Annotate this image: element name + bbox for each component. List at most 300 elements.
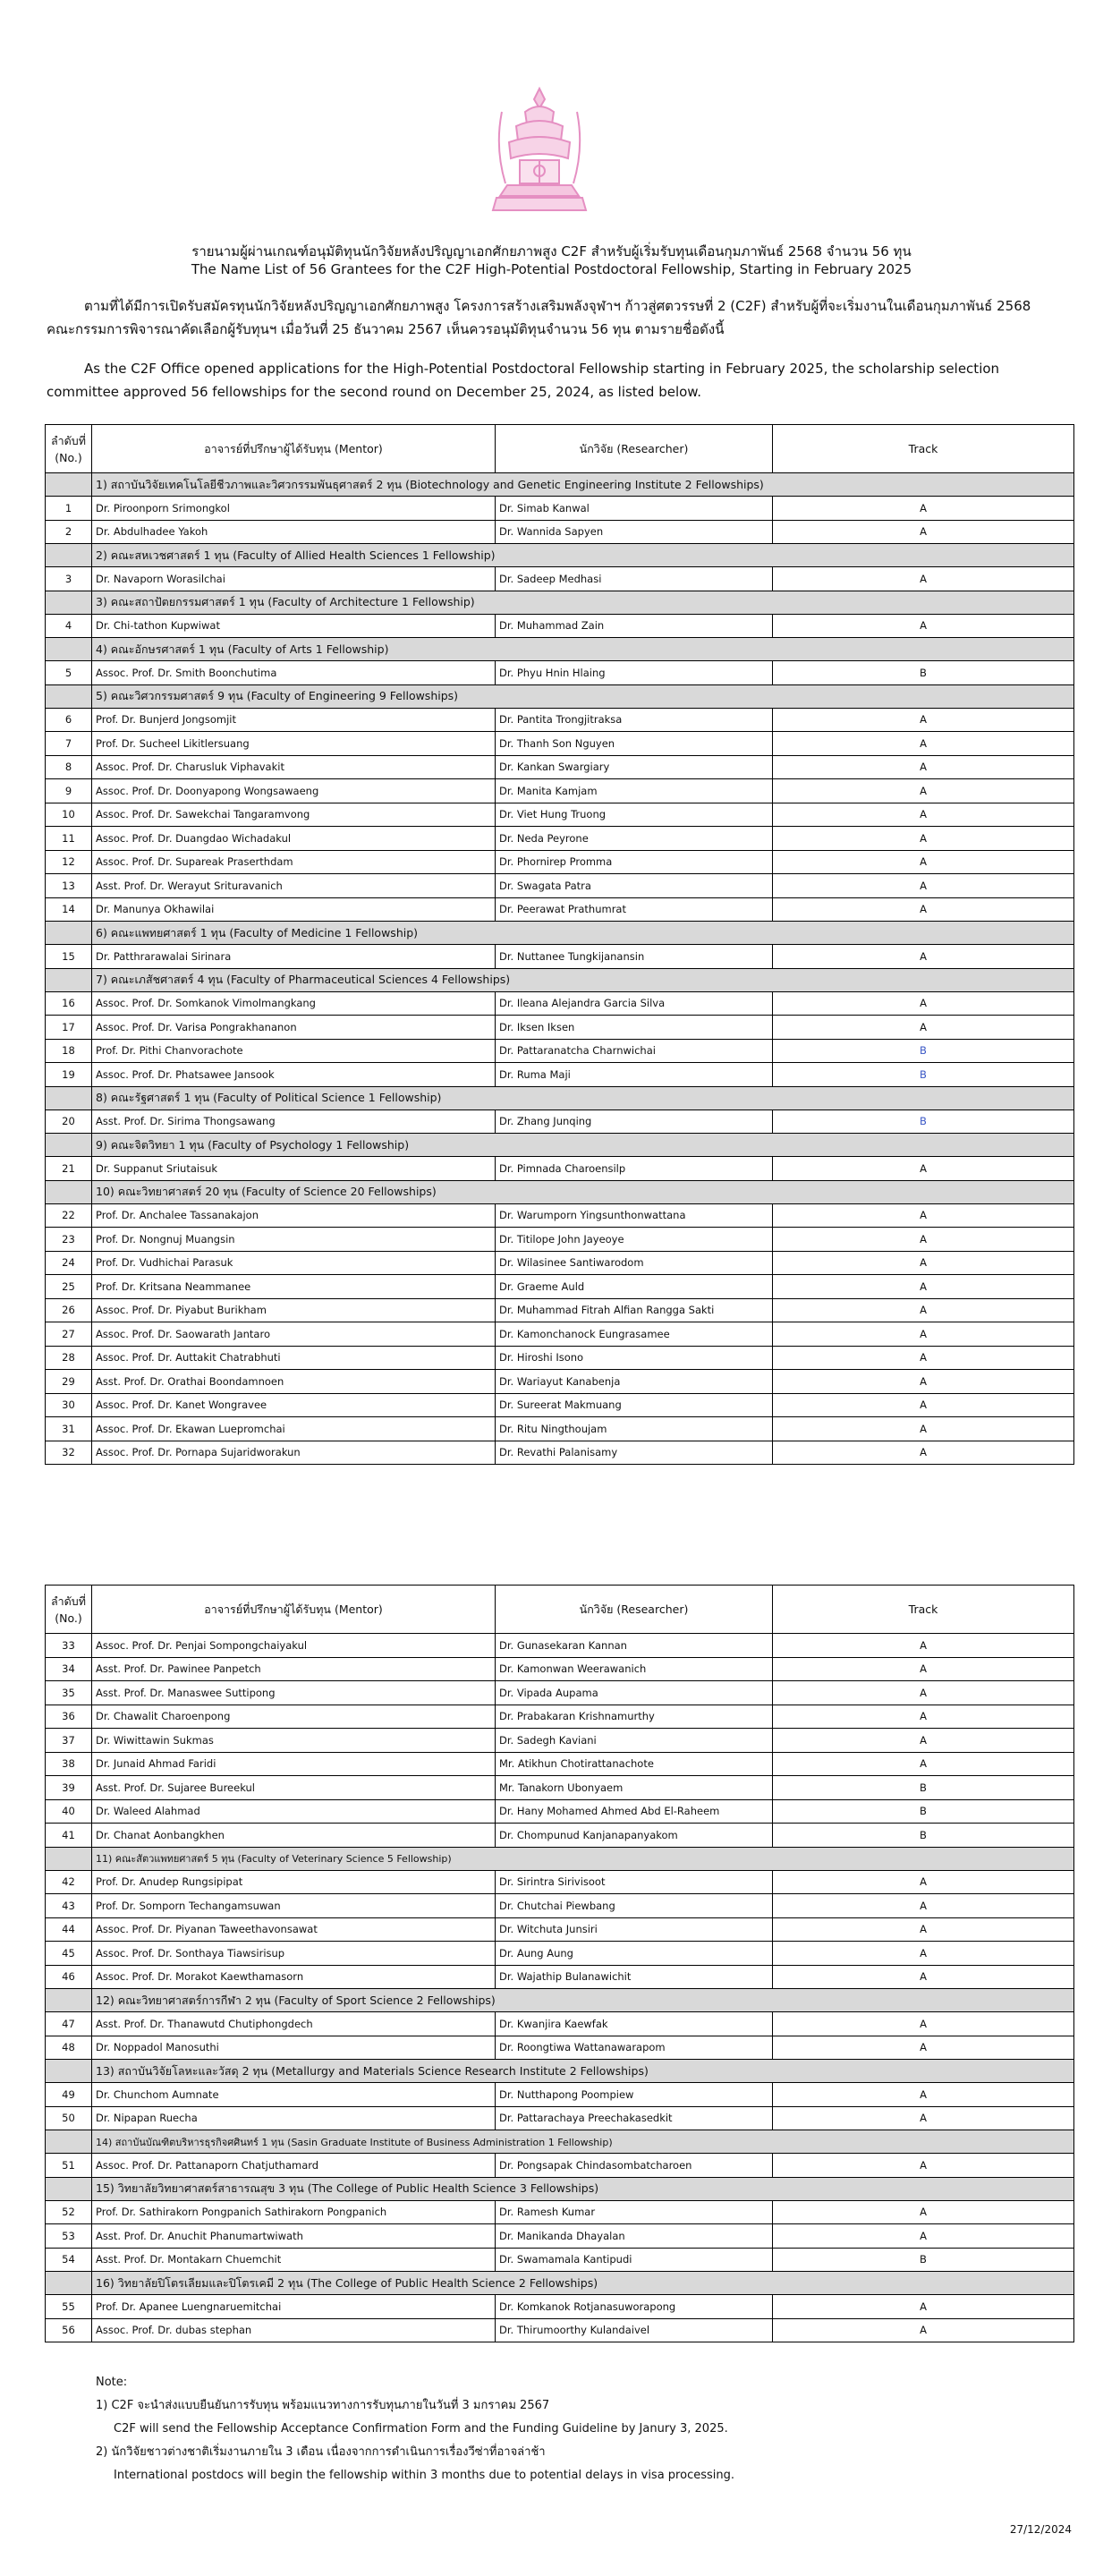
row-number: 25 [46, 1275, 92, 1299]
intro-english-line2: committee approved 56 fellowships for the second round on December 25, 2024, as listed below. [47, 384, 701, 400]
row-number: 44 [46, 1917, 92, 1942]
researcher-name: Dr. Neda Peyrone [496, 827, 773, 851]
row-number: 14 [46, 897, 92, 922]
mentor-name: Dr. Patthrarawalai Sirinara [92, 945, 496, 969]
grantee-table-1 [45, 424, 1074, 1465]
section-heading: 1) สถาบันวิจัยเทคโนโลยีชีวภาพและวิศวกรรมพันธุศาสตร์ 2 ทุน (Biotechnology and Genetic Engineering Institute 2 Fellowships) [92, 473, 1074, 497]
section-no-cell [46, 922, 92, 945]
track-value: A [773, 755, 1074, 779]
row-number: 3 [46, 567, 92, 591]
researcher-name: Dr. Kamonchanock Eungrasamee [496, 1322, 773, 1347]
mentor-name: Asst. Prof. Dr. Montakarn Chuemchit [92, 2248, 496, 2272]
section-no-cell [46, 1180, 92, 1203]
table-row [46, 1370, 1074, 1394]
row-number: 6 [46, 708, 92, 732]
intro-thai [47, 294, 1057, 341]
table-row [46, 732, 1074, 756]
table-row [46, 1157, 1074, 1181]
track-value: A [773, 945, 1074, 969]
mentor-name: Assoc. Prof. Dr. Penjai Sompongchaiyakul [92, 1634, 496, 1658]
header-no [46, 1586, 92, 1634]
researcher-name: Dr. Sadegh Kaviani [496, 1729, 773, 1753]
mentor-name: Dr. Piroonporn Srimongkol [92, 497, 496, 521]
section-heading: 5) คณะวิศวกรรมศาสตร์ 9 ทุน (Faculty of Engineering 9 Fellowships) [92, 684, 1074, 708]
mentor-name: Assoc. Prof. Dr. Sawekchai Tangaramvong [92, 803, 496, 827]
mentor-name: Asst. Prof. Dr. Werayut Srituravanich [92, 874, 496, 898]
track-value: A [773, 1917, 1074, 1942]
mentor-name: Assoc. Prof. Dr. Piyabut Burikham [92, 1298, 496, 1322]
section-heading: 8) คณะรัฐศาสตร์ 1 ทุน (Faculty of Political Science 1 Fellowship) [92, 1086, 1074, 1109]
row-number: 50 [46, 2106, 92, 2130]
table-row [46, 1322, 1074, 1347]
mentor-name: Dr. Manunya Okhawilai [92, 897, 496, 922]
section-row [46, 2177, 1074, 2200]
table-row [46, 708, 1074, 732]
row-number: 35 [46, 1681, 92, 1705]
mentor-name: Prof. Dr. Bunjerd Jongsomjit [92, 708, 496, 732]
mentor-name: Assoc. Prof. Dr. Pornapa Sujaridworakun [92, 1441, 496, 1465]
researcher-name: Dr. Manikanda Dhayalan [496, 2224, 773, 2249]
researcher-name: Dr. Swagata Patra [496, 874, 773, 898]
table-row [46, 1705, 1074, 1729]
track-value: A [773, 2295, 1074, 2319]
row-number: 15 [46, 945, 92, 969]
track-value: A [773, 2083, 1074, 2107]
mentor-name: Prof. Dr. Anchalee Tassanakajon [92, 1203, 496, 1228]
researcher-name: Dr. Muhammad Zain [496, 614, 773, 638]
mentor-name: Asst. Prof. Dr. Manaswee Suttipong [92, 1681, 496, 1705]
researcher-name: Dr. Manita Kamjam [496, 779, 773, 803]
section-no-cell [46, 968, 92, 991]
row-number: 32 [46, 1441, 92, 1465]
section-no-cell [46, 2272, 92, 2295]
row-number: 5 [46, 661, 92, 685]
mentor-name: Dr. Noppadol Manosuthi [92, 2036, 496, 2060]
section-row [46, 922, 1074, 945]
row-number: 51 [46, 2154, 92, 2178]
track-value: A [773, 2224, 1074, 2249]
mentor-name: Prof. Dr. Sucheel Likitlersuang [92, 732, 496, 756]
row-number: 42 [46, 1870, 92, 1894]
table-row [46, 1275, 1074, 1299]
table-row [46, 1251, 1074, 1275]
section-row [46, 968, 1074, 991]
row-number: 29 [46, 1370, 92, 1394]
mentor-name: Asst. Prof. Dr. Sirima Thongsawang [92, 1109, 496, 1134]
grantee-table-2 [45, 1585, 1074, 2342]
row-number: 9 [46, 779, 92, 803]
mentor-name: Dr. Suppanut Sriutaisuk [92, 1157, 496, 1181]
mentor-name: Asst. Prof. Dr. Anuchit Phanumartwiwath [92, 2224, 496, 2249]
researcher-name: Dr. Prabakaran Krishnamurthy [496, 1705, 773, 1729]
row-number: 24 [46, 1251, 92, 1275]
row-number: 45 [46, 1942, 92, 1966]
table-row [46, 827, 1074, 851]
intro-english [47, 357, 1057, 404]
header-no-th: ลำดับที่ [51, 1594, 86, 1608]
row-number: 4 [46, 614, 92, 638]
mentor-name: Asst. Prof. Dr. Pawinee Panpetch [92, 1657, 496, 1681]
researcher-name: Dr. Thirumoorthy Kulandaivel [496, 2318, 773, 2342]
mentor-name: Prof. Dr. Pithi Chanvorachote [92, 1039, 496, 1063]
mentor-name: Assoc. Prof. Dr. Auttakit Chatrabhuti [92, 1346, 496, 1370]
track-value: B [773, 661, 1074, 685]
row-number: 8 [46, 755, 92, 779]
mentor-name: Asst. Prof. Dr. Thanawutd Chutiphongdech [92, 2012, 496, 2036]
mentor-name: Asst. Prof. Dr. Sujaree Bureekul [92, 1776, 496, 1800]
row-number: 43 [46, 1894, 92, 1918]
researcher-name: Dr. Pattaranatcha Charnwichai [496, 1039, 773, 1063]
section-no-cell [46, 1086, 92, 1109]
researcher-name: Dr. Pimnada Charoensilp [496, 1157, 773, 1181]
track-value: A [773, 2036, 1074, 2060]
row-number: 11 [46, 827, 92, 851]
mentor-name: Assoc. Prof. Dr. Duangdao Wichadakul [92, 827, 496, 851]
header-mentor: อาจารย์ที่ปรึกษาผู้ได้รับทุน (Mentor) [92, 425, 496, 473]
mentor-name: Assoc. Prof. Dr. Pattanaporn Chatjuthamard [92, 2154, 496, 2178]
track-value: A [773, 1370, 1074, 1394]
row-number: 19 [46, 1063, 92, 1087]
section-heading: 15) วิทยาลัยวิทยาศาสตร์สาธารณสุข 3 ทุน (The College of Public Health Science 3 Fellowships) [92, 2177, 1074, 2200]
researcher-name: Dr. Ritu Ningthoujam [496, 1417, 773, 1441]
table-row [46, 2248, 1074, 2272]
researcher-name: Dr. Ramesh Kumar [496, 2200, 773, 2224]
table-row [46, 1417, 1074, 1441]
researcher-name: Dr. Phyu Hnin Hlaing [496, 661, 773, 685]
header-no [46, 425, 92, 473]
researcher-name: Dr. Graeme Auld [496, 1275, 773, 1299]
track-value: A [773, 2106, 1074, 2130]
researcher-name: Dr. Kankan Swargiary [496, 755, 773, 779]
track-value: A [773, 1681, 1074, 1705]
row-number: 16 [46, 991, 92, 1016]
section-row [46, 2060, 1074, 2083]
researcher-name: Dr. Sadeep Medhasi [496, 567, 773, 591]
table-row [46, 2318, 1074, 2342]
section-heading: 11) คณะสัตวแพทยศาสตร์ 5 ทุน (Faculty of Veterinary Science 5 Fellowship) [92, 1847, 1074, 1870]
header-researcher: นักวิจัย (Researcher) [496, 1586, 773, 1634]
table-row [46, 1109, 1074, 1134]
title-english: The Name List of 56 Grantees for the C2F High-Potential Postdoctoral Fellowship, Starting in February 2025 [191, 261, 912, 277]
table-row [46, 1441, 1074, 1465]
researcher-name: Dr. Hany Mohamed Ahmed Abd El-Raheem [496, 1799, 773, 1824]
table-row [46, 1016, 1074, 1040]
section-heading: 7) คณะเภสัชศาสตร์ 4 ทุน (Faculty of Pharmaceutical Sciences 4 Fellowships) [92, 968, 1074, 991]
researcher-name: Dr. Sirintra Sirivisoot [496, 1870, 773, 1894]
researcher-name: Dr. Simab Kanwal [496, 497, 773, 521]
row-number: 13 [46, 874, 92, 898]
table-row [46, 1298, 1074, 1322]
section-row [46, 591, 1074, 614]
table-row [46, 1346, 1074, 1370]
section-no-cell [46, 638, 92, 661]
header-track: Track [773, 425, 1074, 473]
mentor-name: Dr. Chi-tathon Kupwiwat [92, 614, 496, 638]
track-value: A [773, 2200, 1074, 2224]
table-row [46, 1063, 1074, 1087]
section-heading: 16) วิทยาลัยปิโตรเลียมและปิโตรเคมี 2 ทุน (The College of Public Health Science 2 Fellowships) [92, 2272, 1074, 2295]
row-number: 53 [46, 2224, 92, 2249]
intro-thai-line2: คณะกรรมการพิจารณาคัดเลือกผู้รับทุนฯ เมื่อวันที่ 25 ธันวาคม 2567 เห็นควรอนุมัติทุนจำนวน 56 ทุน ตามรายชื่อดังนี้ [47, 321, 725, 337]
table-row [46, 1729, 1074, 1753]
researcher-name: Dr. Warumporn Yingsunthonwattana [496, 1203, 773, 1228]
track-value: A [773, 1393, 1074, 1417]
row-number: 30 [46, 1393, 92, 1417]
document-date: 27/12/2024 [1009, 2523, 1072, 2536]
researcher-name: Dr. Nutthapong Poompiew [496, 2083, 773, 2107]
header-no-th: ลำดับที่ [51, 433, 86, 447]
row-number: 41 [46, 1824, 92, 1848]
table-row [46, 2295, 1074, 2319]
track-value: A [773, 1942, 1074, 1966]
researcher-name: Dr. Pongsapak Chindasombatcharoen [496, 2154, 773, 2178]
section-heading: 2) คณะสหเวชศาสตร์ 1 ทุน (Faculty of Allied Health Sciences 1 Fellowship) [92, 544, 1074, 567]
track-value: A [773, 1752, 1074, 1776]
researcher-name: Dr. Titilope John Jayeoye [496, 1228, 773, 1252]
researcher-name: Dr. Hiroshi Isono [496, 1346, 773, 1370]
track-value: A [773, 1016, 1074, 1040]
section-row [46, 544, 1074, 567]
researcher-name: Dr. Kwanjira Kaewfak [496, 2012, 773, 2036]
mentor-name: Dr. Chanat Aonbangkhen [92, 1824, 496, 1848]
section-no-cell [46, 591, 92, 614]
mentor-name: Dr. Junaid Ahmad Faridi [92, 1752, 496, 1776]
section-no-cell [46, 2130, 92, 2154]
researcher-name: Dr. Gunasekaran Kannan [496, 1634, 773, 1658]
notes-label: Note: [96, 2376, 128, 2389]
row-number: 18 [46, 1039, 92, 1063]
header-no-en: (No.) [55, 1611, 82, 1625]
row-number: 40 [46, 1799, 92, 1824]
row-number: 7 [46, 732, 92, 756]
researcher-name: Dr. Chutchai Piewbang [496, 1894, 773, 1918]
section-row [46, 473, 1074, 497]
section-row [46, 638, 1074, 661]
table-row [46, 1917, 1074, 1942]
note-1-english: C2F will send the Fellowship Acceptance Confirmation Form and the Funding Guideline by Janury 3, 2025. [114, 2422, 728, 2436]
table-row [46, 2154, 1074, 2178]
track-value: A [773, 1228, 1074, 1252]
section-row [46, 1180, 1074, 1203]
mentor-name: Asst. Prof. Dr. Orathai Boondamnoen [92, 1370, 496, 1394]
mentor-name: Dr. Chunchom Aumnate [92, 2083, 496, 2107]
section-heading: 6) คณะแพทยศาสตร์ 1 ทุน (Faculty of Medicine 1 Fellowship) [92, 922, 1074, 945]
table-1-body [46, 473, 1074, 1465]
row-number: 54 [46, 2248, 92, 2272]
researcher-name: Dr. Peerawat Prathumrat [496, 897, 773, 922]
row-number: 22 [46, 1203, 92, 1228]
mentor-name: Assoc. Prof. Dr. Ekawan Luepromchai [92, 1417, 496, 1441]
intro-thai-line1: ตามที่ได้มีการเปิดรับสมัครทุนนักวิจัยหลังปริญญาเอกศักยภาพสูง โครงการสร้างเสริมพลังจุฬาฯ ก้าวสู่ศตวรรษที่ 2 (C2F) สำหรับผู้ที่จะเริ่มงานในเดือนกุมภาพันธ์ 2568 [84, 298, 1031, 314]
track-value: B [773, 2248, 1074, 2272]
table-row [46, 2036, 1074, 2060]
section-no-cell [46, 544, 92, 567]
researcher-name: Dr. Muhammad Fitrah Alfian Rangga Sakti [496, 1298, 773, 1322]
row-number: 21 [46, 1157, 92, 1181]
row-number: 26 [46, 1298, 92, 1322]
row-number: 52 [46, 2200, 92, 2224]
mentor-name: Assoc. Prof. Dr. Charusluk Viphavakit [92, 755, 496, 779]
researcher-name: Dr. Chompunud Kanjanapanyakom [496, 1824, 773, 1848]
row-number: 49 [46, 2083, 92, 2107]
track-value: B [773, 1109, 1074, 1134]
table-row [46, 1393, 1074, 1417]
row-number: 27 [46, 1322, 92, 1347]
table-row [46, 1942, 1074, 1966]
table-row [46, 991, 1074, 1016]
table-row [46, 2012, 1074, 2036]
row-number: 55 [46, 2295, 92, 2319]
mentor-name: Prof. Dr. Sathirakorn Pongpanich Sathirakorn Pongpanich [92, 2200, 496, 2224]
mentor-name: Dr. Wiwittawin Sukmas [92, 1729, 496, 1753]
table-row [46, 1203, 1074, 1228]
mentor-name: Assoc. Prof. Dr. Supareak Praserthdam [92, 850, 496, 874]
mentor-name: Prof. Dr. Anudep Rungsipipat [92, 1870, 496, 1894]
table-row [46, 803, 1074, 827]
researcher-name: Dr. Ileana Alejandra Garcia Silva [496, 991, 773, 1016]
note-2-thai: 2) นักวิจัยชาวต่างชาติเริ่มงานภายใน 3 เดือน เนื่องจากการดำเนินการเรื่องวีซ่าที่อาจล่าช้า [96, 2445, 546, 2459]
table-row [46, 520, 1074, 544]
section-heading: 10) คณะวิทยาศาสตร์ 20 ทุน (Faculty of Science 20 Fellowships) [92, 1180, 1074, 1203]
mentor-name: Dr. Abdulhadee Yakoh [92, 520, 496, 544]
mentor-name: Assoc. Prof. Dr. Smith Boonchutima [92, 661, 496, 685]
mentor-name: Assoc. Prof. Dr. Doonyapong Wongsawaeng [92, 779, 496, 803]
track-value: A [773, 827, 1074, 851]
table-row [46, 1965, 1074, 1989]
section-no-cell [46, 684, 92, 708]
row-number: 39 [46, 1776, 92, 1800]
mentor-name: Assoc. Prof. Dr. Piyanan Taweethavonsawat [92, 1917, 496, 1942]
track-value: A [773, 1203, 1074, 1228]
row-number: 12 [46, 850, 92, 874]
researcher-name: Dr. Pantita Trongjitraksa [496, 708, 773, 732]
track-value: A [773, 1870, 1074, 1894]
row-number: 48 [46, 2036, 92, 2060]
researcher-name: Dr. Swamamala Kantipudi [496, 2248, 773, 2272]
track-value: A [773, 1705, 1074, 1729]
track-value: A [773, 1322, 1074, 1347]
row-number: 1 [46, 497, 92, 521]
researcher-name: Dr. Ruma Maji [496, 1063, 773, 1087]
section-row [46, 1086, 1074, 1109]
row-number: 10 [46, 803, 92, 827]
track-value: A [773, 2318, 1074, 2342]
track-value: A [773, 1729, 1074, 1753]
row-number: 20 [46, 1109, 92, 1134]
track-value: B [773, 1799, 1074, 1824]
section-heading: 14) สถาบันบัณฑิตบริหารธุรกิจศศินทร์ 1 ทุน (Sasin Graduate Institute of Business Administration 1 Fellowship) [92, 2130, 1074, 2154]
row-number: 36 [46, 1705, 92, 1729]
researcher-name: Dr. Kamonwan Weerawanich [496, 1657, 773, 1681]
researcher-name: Dr. Roongtiwa Wattanawarapom [496, 2036, 773, 2060]
mentor-name: Assoc. Prof. Dr. Varisa Pongrakhananon [92, 1016, 496, 1040]
researcher-name: Dr. Aung Aung [496, 1942, 773, 1966]
section-heading: 4) คณะอักษรศาสตร์ 1 ทุน (Faculty of Arts 1 Fellowship) [92, 638, 1074, 661]
track-value: A [773, 614, 1074, 638]
track-value: A [773, 732, 1074, 756]
track-value: B [773, 1039, 1074, 1063]
mentor-name: Assoc. Prof. Dr. Phatsawee Jansook [92, 1063, 496, 1087]
row-number: 38 [46, 1752, 92, 1776]
researcher-name: Dr. Zhang Junqing [496, 1109, 773, 1134]
mentor-name: Prof. Dr. Vudhichai Parasuk [92, 1251, 496, 1275]
track-value: A [773, 874, 1074, 898]
mentor-name: Prof. Dr. Somporn Techangamsuwan [92, 1894, 496, 1918]
track-value: B [773, 1776, 1074, 1800]
track-value: A [773, 1894, 1074, 1918]
header-researcher: นักวิจัย (Researcher) [496, 425, 773, 473]
researcher-name: Dr. Sureerat Makmuang [496, 1393, 773, 1417]
researcher-name: Dr. Viet Hung Truong [496, 803, 773, 827]
researcher-name: Dr. Wilasinee Santiwarodom [496, 1251, 773, 1275]
track-value: A [773, 2154, 1074, 2178]
row-number: 28 [46, 1346, 92, 1370]
row-number: 17 [46, 1016, 92, 1040]
mentor-name: Dr. Waleed Alahmad [92, 1799, 496, 1824]
table-row [46, 2224, 1074, 2249]
mentor-name: Dr. Navaporn Worasilchai [92, 567, 496, 591]
track-value: A [773, 497, 1074, 521]
notes [96, 2371, 734, 2487]
track-value: A [773, 2012, 1074, 2036]
table-row [46, 1824, 1074, 1848]
mentor-name: Dr. Nipapan Ruecha [92, 2106, 496, 2130]
track-value: A [773, 1157, 1074, 1181]
mentor-name: Assoc. Prof. Dr. Somkanok Vimolmangkang [92, 991, 496, 1016]
researcher-name: Dr. Wariayut Kanabenja [496, 1370, 773, 1394]
mentor-name: Prof. Dr. Apanee Luengnaruemitchai [92, 2295, 496, 2319]
track-value: A [773, 567, 1074, 591]
university-logo [489, 85, 590, 221]
table-row [46, 1870, 1074, 1894]
researcher-name: Dr. Phornirep Promma [496, 850, 773, 874]
row-number: 2 [46, 520, 92, 544]
table-row [46, 1752, 1074, 1776]
section-heading: 13) สถาบันวิจัยโลหะและวัสดุ 2 ทุน (Metallurgy and Materials Science Research Institute 2 Fellowships) [92, 2060, 1074, 2083]
table-row [46, 755, 1074, 779]
section-no-cell [46, 1134, 92, 1157]
table-row [46, 1039, 1074, 1063]
row-number: 37 [46, 1729, 92, 1753]
mentor-name: Dr. Chawalit Charoenpong [92, 1705, 496, 1729]
researcher-name: Mr. Tanakorn Ubonyaem [496, 1776, 773, 1800]
track-value: A [773, 850, 1074, 874]
table-row [46, 1681, 1074, 1705]
table-row [46, 1799, 1074, 1824]
track-value: A [773, 1346, 1074, 1370]
mentor-name: Assoc. Prof. Dr. Saowarath Jantaro [92, 1322, 496, 1347]
table-row [46, 1228, 1074, 1252]
table-row [46, 2106, 1074, 2130]
mentor-name: Prof. Dr. Nongnuj Muangsin [92, 1228, 496, 1252]
researcher-name: Mr. Atikhun Chotirattanachote [496, 1752, 773, 1776]
note-2-english: International postdocs will begin the fellowship within 3 months due to potential delays in visa processing. [114, 2469, 734, 2482]
mentor-name: Assoc. Prof. Dr. Kanet Wongravee [92, 1393, 496, 1417]
track-value: A [773, 520, 1074, 544]
row-number: 34 [46, 1657, 92, 1681]
section-no-cell [46, 1989, 92, 2012]
researcher-name: Dr. Thanh Son Nguyen [496, 732, 773, 756]
researcher-name: Dr. Wannida Sapyen [496, 520, 773, 544]
table-row [46, 850, 1074, 874]
mentor-name: Assoc. Prof. Dr. Morakot Kaewthamasorn [92, 1965, 496, 1989]
track-value: A [773, 803, 1074, 827]
table-row [46, 779, 1074, 803]
row-number: 46 [46, 1965, 92, 1989]
researcher-name: Dr. Revathi Palanisamy [496, 1441, 773, 1465]
section-no-cell [46, 473, 92, 497]
section-row [46, 2272, 1074, 2295]
